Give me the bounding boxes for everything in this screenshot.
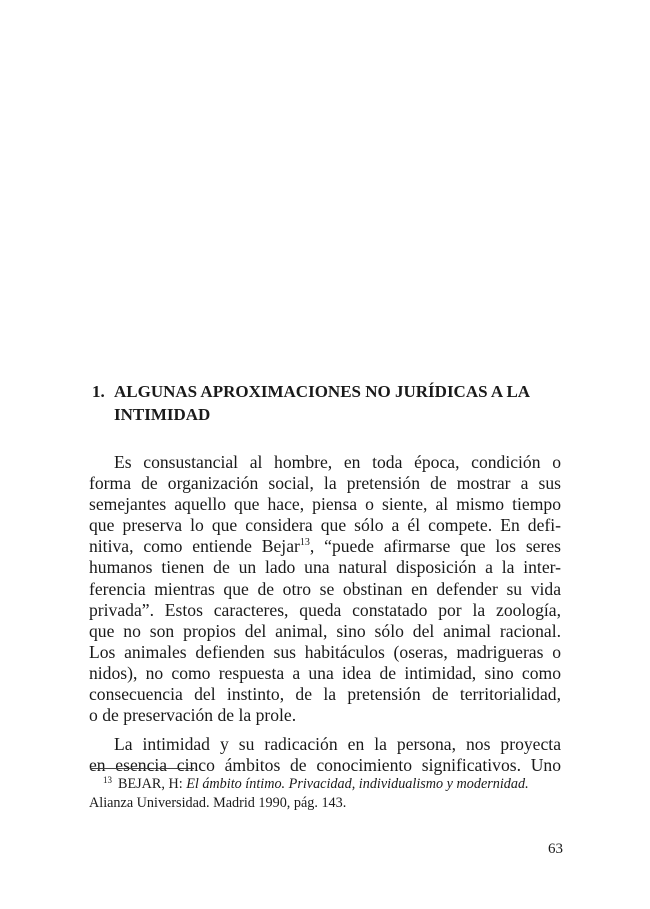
footnote [89, 771, 563, 812]
section-title-line: INTIMIDAD [114, 405, 211, 424]
text-line [89, 536, 561, 557]
section-number: 1. [92, 382, 105, 401]
text-line: nidos), no como respuesta a una idea de intimidad, sino como [89, 662, 561, 683]
body-text [89, 452, 561, 784]
section-heading [92, 380, 572, 426]
footnote-marker: 13 [103, 775, 112, 785]
section-title-line: ALGUNAS APROXIMACIONES NO JURÍDICAS A LA [114, 382, 531, 401]
footnote-line: Alianza Universidad. Madrid 1990, pág. 143. [89, 794, 347, 811]
text-line: semejantes aquello que hace, piensa o siente, al mismo tiempo [89, 494, 561, 515]
text-line: La intimidad y su radicación en la persona, nos proyecta [114, 734, 561, 755]
text-segment: , “puede afirmarse que los seres [309, 536, 561, 557]
text-line: ferencia mientras que de otro se obstinan en defender su vida [89, 578, 561, 599]
text-line: forma de organización social, la pretensión de mostrar a sus [89, 473, 561, 494]
page-number: 63 [548, 841, 563, 857]
footnote-author: BEJAR, H: [118, 776, 183, 792]
text-line: que preserva lo que considera que sólo a él compete. En defi- [89, 515, 561, 536]
text-line: Los animales defienden sus habitáculos (oseras, madrigueras o [89, 641, 561, 662]
footnote-separator [90, 768, 194, 769]
text-line: Es consustancial al hombre, en toda época, condición o [114, 452, 561, 472]
text-segment: nitiva, como entiende Bejar [89, 536, 300, 557]
footnote-reference[interactable]: 13 [299, 537, 310, 549]
text-line: que no son propios del animal, sino sólo del animal racional. [89, 620, 561, 641]
text-line: o de preservación de la prole. [89, 705, 297, 726]
text-line: humanos tienen de un lado una natural disposición a la inter- [89, 557, 561, 578]
text-line: privada”. Estos caracteres, queda constatado por la zoología, [89, 599, 561, 620]
section-title [114, 380, 564, 426]
footnote-line [89, 771, 563, 794]
paragraph [89, 452, 561, 726]
text-line: consecuencia del instinto, de la pretensión de territorialidad, [89, 684, 561, 705]
footnote-title: El ámbito íntimo. Privacidad, individualismo y modernidad. [186, 776, 529, 792]
text-line: en esencia cinco ámbitos de conocimiento significativos. Uno [89, 755, 561, 776]
